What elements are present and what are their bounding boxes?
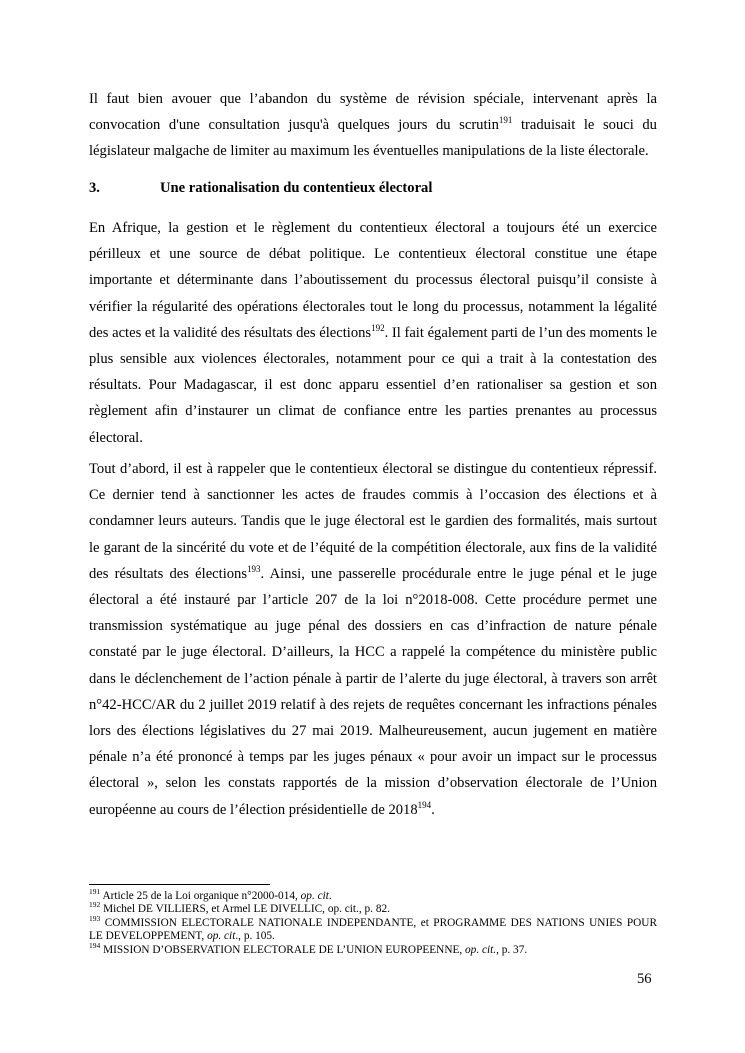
paragraph-3 xyxy=(89,456,657,823)
footnote-citation: op. cit xyxy=(207,930,236,943)
footnote-number: 194 xyxy=(89,940,101,950)
paragraph-text: Il faut bien avouer que l’abandon du système de révision spéciale, intervenant après la convocation d'une consultation jusqu'à quelques jours du scrutin xyxy=(89,91,657,134)
footnote-tail: , p. 37. xyxy=(496,943,528,956)
footnote-ref[interactable]: 193 xyxy=(247,563,261,574)
footnote-number: 192 xyxy=(89,900,101,910)
footnote-text: Article 25 de la Loi organique n°2000-014, xyxy=(100,890,301,902)
footnote-tail: . xyxy=(328,890,332,902)
footnote xyxy=(89,940,657,957)
footnote-ref[interactable]: 194 xyxy=(417,799,432,810)
paragraph-text: En Afrique, la gestion et le règlement du contentieux électoral a toujours été un exercice périlleux et une source de débat politique. Le contentieux électoral constitue une étape importante et déterminante dans l’aboutissement du processus électoral puisqu’il consiste à vérifier la régularité des opérations électorales tout le long du processus, notamment la légalité des actes et la validité des résultats des élections xyxy=(89,220,657,341)
section-heading xyxy=(89,178,432,198)
page-number: 56 xyxy=(637,971,652,987)
footnote-text: COMMISSION ELECTORALE NATIONALE INDEPENDANTE, et PROGRAMME DES NATIONS UNIES POUR LE DEVELOPPEMENT, xyxy=(89,916,657,943)
footnote-text: MISSION D’OBSERVATION ELECTORALE DE L’UNION EUROPEENNE, xyxy=(100,943,466,956)
paragraph-2 xyxy=(89,215,657,451)
footnote-tail: ., p. 105. xyxy=(235,930,275,943)
footnote xyxy=(89,887,657,903)
section-title: Une rationalisation du contentieux électoral xyxy=(160,180,433,196)
footnote xyxy=(89,900,657,916)
footnote-number: 193 xyxy=(89,914,101,924)
paragraph-text: . Ainsi, une passerelle procédurale entre le juge pénal et le juge électoral a été instauré par l’article 207 de la loi n°2018-008. Cette procédure permet une transmission systématique au juge pénal des dossiers en cas d’infraction de nature pénale constaté par le juge électoral. D’ailleurs, la HCC a rappelé la compétence du ministère public dans le déclenchement de l’action pénale à partir de l’alerte du juge électoral, à travers son arrêt n°42-HCC/AR du 2 juillet 2019 relatif à des rejets de requêtes concernant les infractions pénales lors des élections législatives du 27 mai 2019. Malheureusement, aucun jugement en matière pénale n’a été prononcé à temps par les juges pénaux « pour avoir un impact sur le processus électoral », selon les constats rapportés de la mission d’observation électorale de l’Union européenne au cours de l’élection présidentielle de 2018 xyxy=(89,565,657,818)
footnote-divider xyxy=(89,884,270,885)
paragraph-1 xyxy=(89,86,657,165)
paragraph-text: . xyxy=(431,801,435,818)
footnote-ref[interactable]: 192 xyxy=(371,322,385,333)
section-number: 3. xyxy=(89,180,100,196)
paragraph-text: . Il fait également parti de l’un des moments le plus sensible aux violences électorales, notamment pour ce qui a trait à la contestation des résultats. Pour Madagascar, il est donc apparu essentiel d’en rationaliser sa gestion et son règlement afin d’instaurer un climat de confiance entre les parties prenantes au processus électoral. xyxy=(89,324,657,446)
footnote-citation: op. cit. xyxy=(465,943,497,956)
footnote xyxy=(89,914,657,944)
footnote-number: 191 xyxy=(89,887,101,897)
paragraph-text: traduisait le souci du législateur malgache de limiter au maximum les éventuelles manipulations de la liste électorale. xyxy=(89,117,657,160)
footnotes xyxy=(89,887,657,957)
footnote-text: Michel DE VILLIERS, et Armel LE DIVELLIC, op. cit., p. 82. xyxy=(100,903,390,916)
footnote-ref[interactable]: 191 xyxy=(498,115,513,126)
paragraph-text: Tout d’abord, il est à rappeler que le contentieux électoral se distingue du contentieux répressif. Ce dernier tend à sanctionner les actes de fraudes commis à l’occasion des élections et à condamner leurs auteurs. Tandis que le juge électoral est le gardien des formalités, mais surtout le garant de la sincérité du vote et de l’équité de la compétition électorale, aux fins de la validité des résultats des élections xyxy=(89,461,657,582)
footnote-citation: op. cit xyxy=(300,890,329,902)
